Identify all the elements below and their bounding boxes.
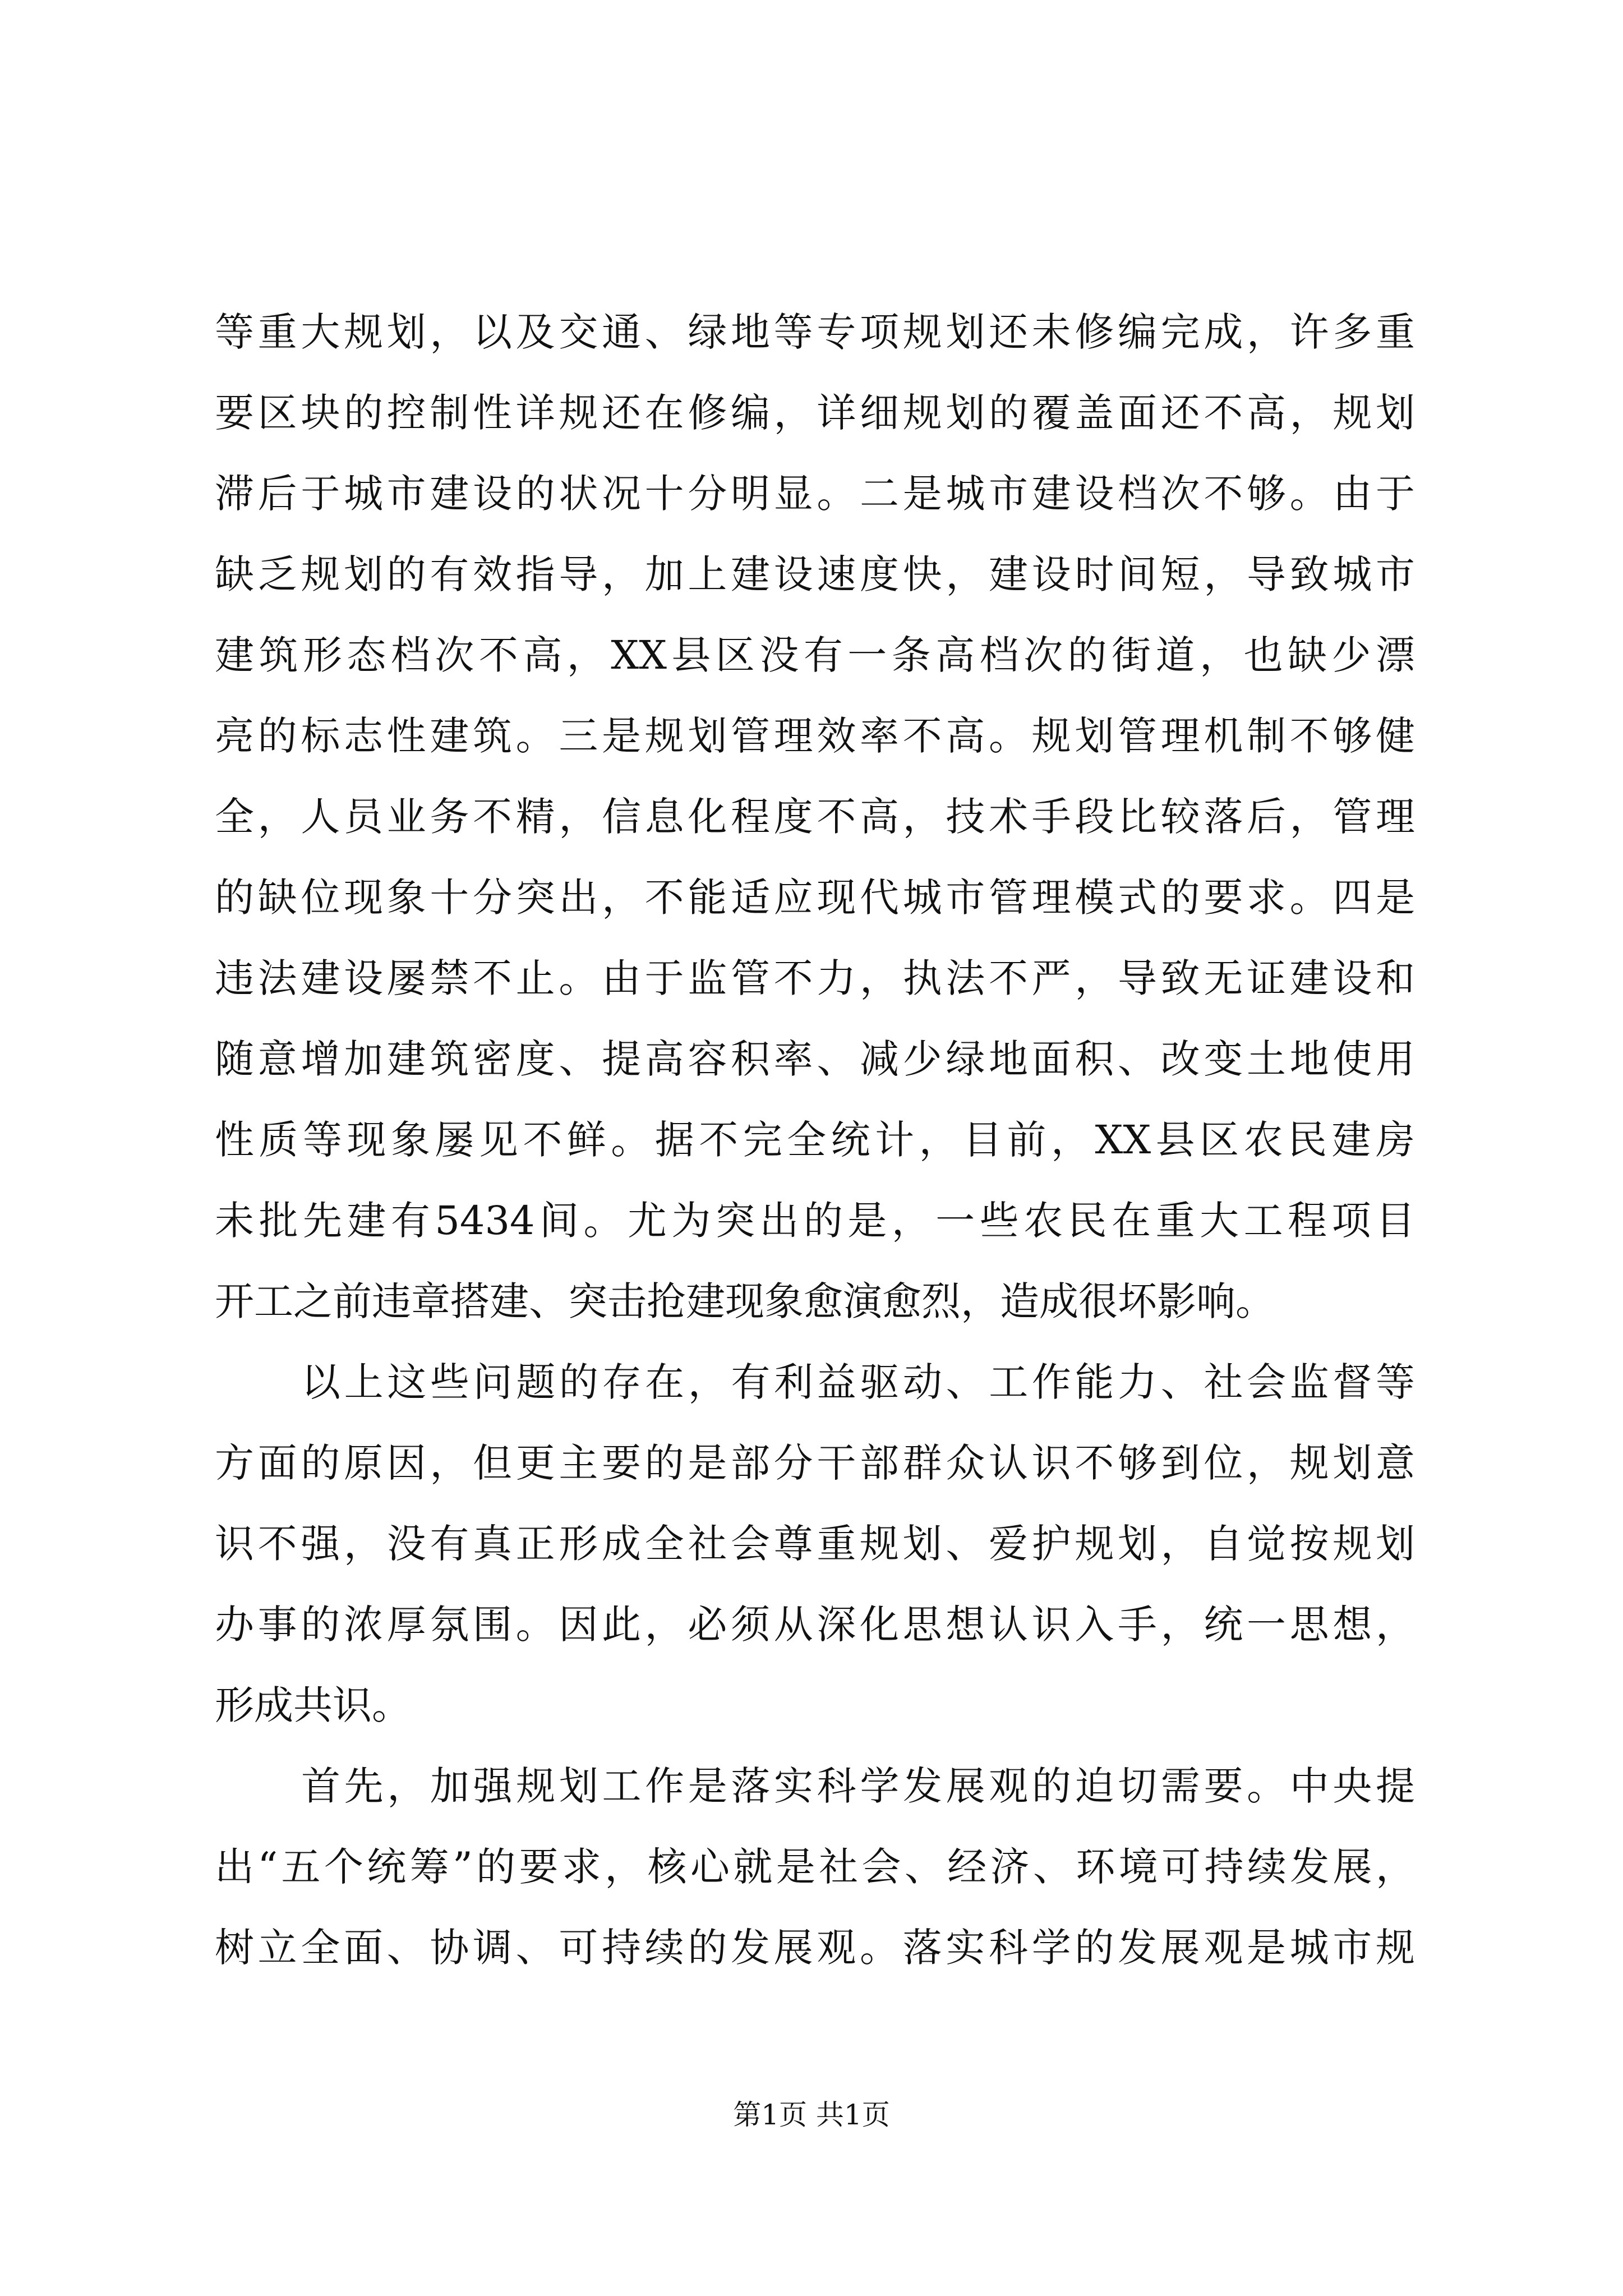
text-line: 办事的浓厚氛围。因此，必须从深化思想认识入手，统一思想， <box>215 1602 1415 1648</box>
text-line: 滞后于城市建设的状况十分明显。二是城市建设档次不够。由于 <box>215 471 1415 517</box>
paragraph-first-line: 以上这些问题的存在，有利益驱动、工作能力、社会监督等 <box>301 1359 1415 1405</box>
page-footer <box>0 2098 1623 2132</box>
text-line: 识不强，没有真正形成全社会尊重规划、爱护规划，自觉按规划 <box>215 1521 1415 1567</box>
text-line: 全，人员业务不精，信息化程度不高，技术手段比较落后，管理 <box>215 794 1415 840</box>
text-line: 树立全面、协调、可持续的发展观。落实科学的发展观是城市规 <box>215 1925 1415 1971</box>
text-line: 违法建设屡禁不止。由于监管不力，执法不严，导致无证建设和 <box>215 955 1415 1001</box>
text-line: 形成共识。 <box>215 1682 411 1728</box>
text-line: 未批先建有5434间。尤为突出的是，一些农民在重大工程项目 <box>215 1198 1415 1244</box>
text-line: 等重大规划，以及交通、绿地等专项规划还未修编完成，许多重 <box>215 309 1415 355</box>
body-text <box>215 292 1415 1988</box>
text-line: 随意增加建筑密度、提高容积率、减少绿地面积、改变土地使用 <box>215 1036 1415 1082</box>
text-line: 方面的原因，但更主要的是部分干部群众认识不够到位，规划意 <box>215 1440 1415 1486</box>
text-line: 建筑形态档次不高，XX县区没有一条高档次的街道，也缺少漂 <box>215 632 1415 678</box>
text-line: 的缺位现象十分突出，不能适应现代城市管理模式的要求。四是 <box>215 875 1415 921</box>
paragraph-first-line: 首先，加强规划工作是落实科学发展观的迫切需要。中央提 <box>301 1763 1415 1809</box>
text-line: 要区块的控制性详规还在修编，详细规划的覆盖面还不高，规划 <box>215 390 1415 436</box>
text-line: 出“五个统筹”的要求，核心就是社会、经济、环境可持续发展， <box>215 1844 1415 1890</box>
text-line: 亮的标志性建筑。三是规划管理效率不高。规划管理机制不够健 <box>215 713 1415 759</box>
page-number: 第1页 共1页 <box>733 2099 890 2131</box>
text-line: 缺乏规划的有效指导，加上建设速度快，建设时间短，导致城市 <box>215 551 1415 597</box>
text-line: 性质等现象屡见不鲜。据不完全统计，目前，XX县区农民建房 <box>215 1117 1415 1163</box>
text-line: 开工之前违章搭建、突击抢建现象愈演愈烈，造成很坏影响。 <box>215 1278 1275 1324</box>
